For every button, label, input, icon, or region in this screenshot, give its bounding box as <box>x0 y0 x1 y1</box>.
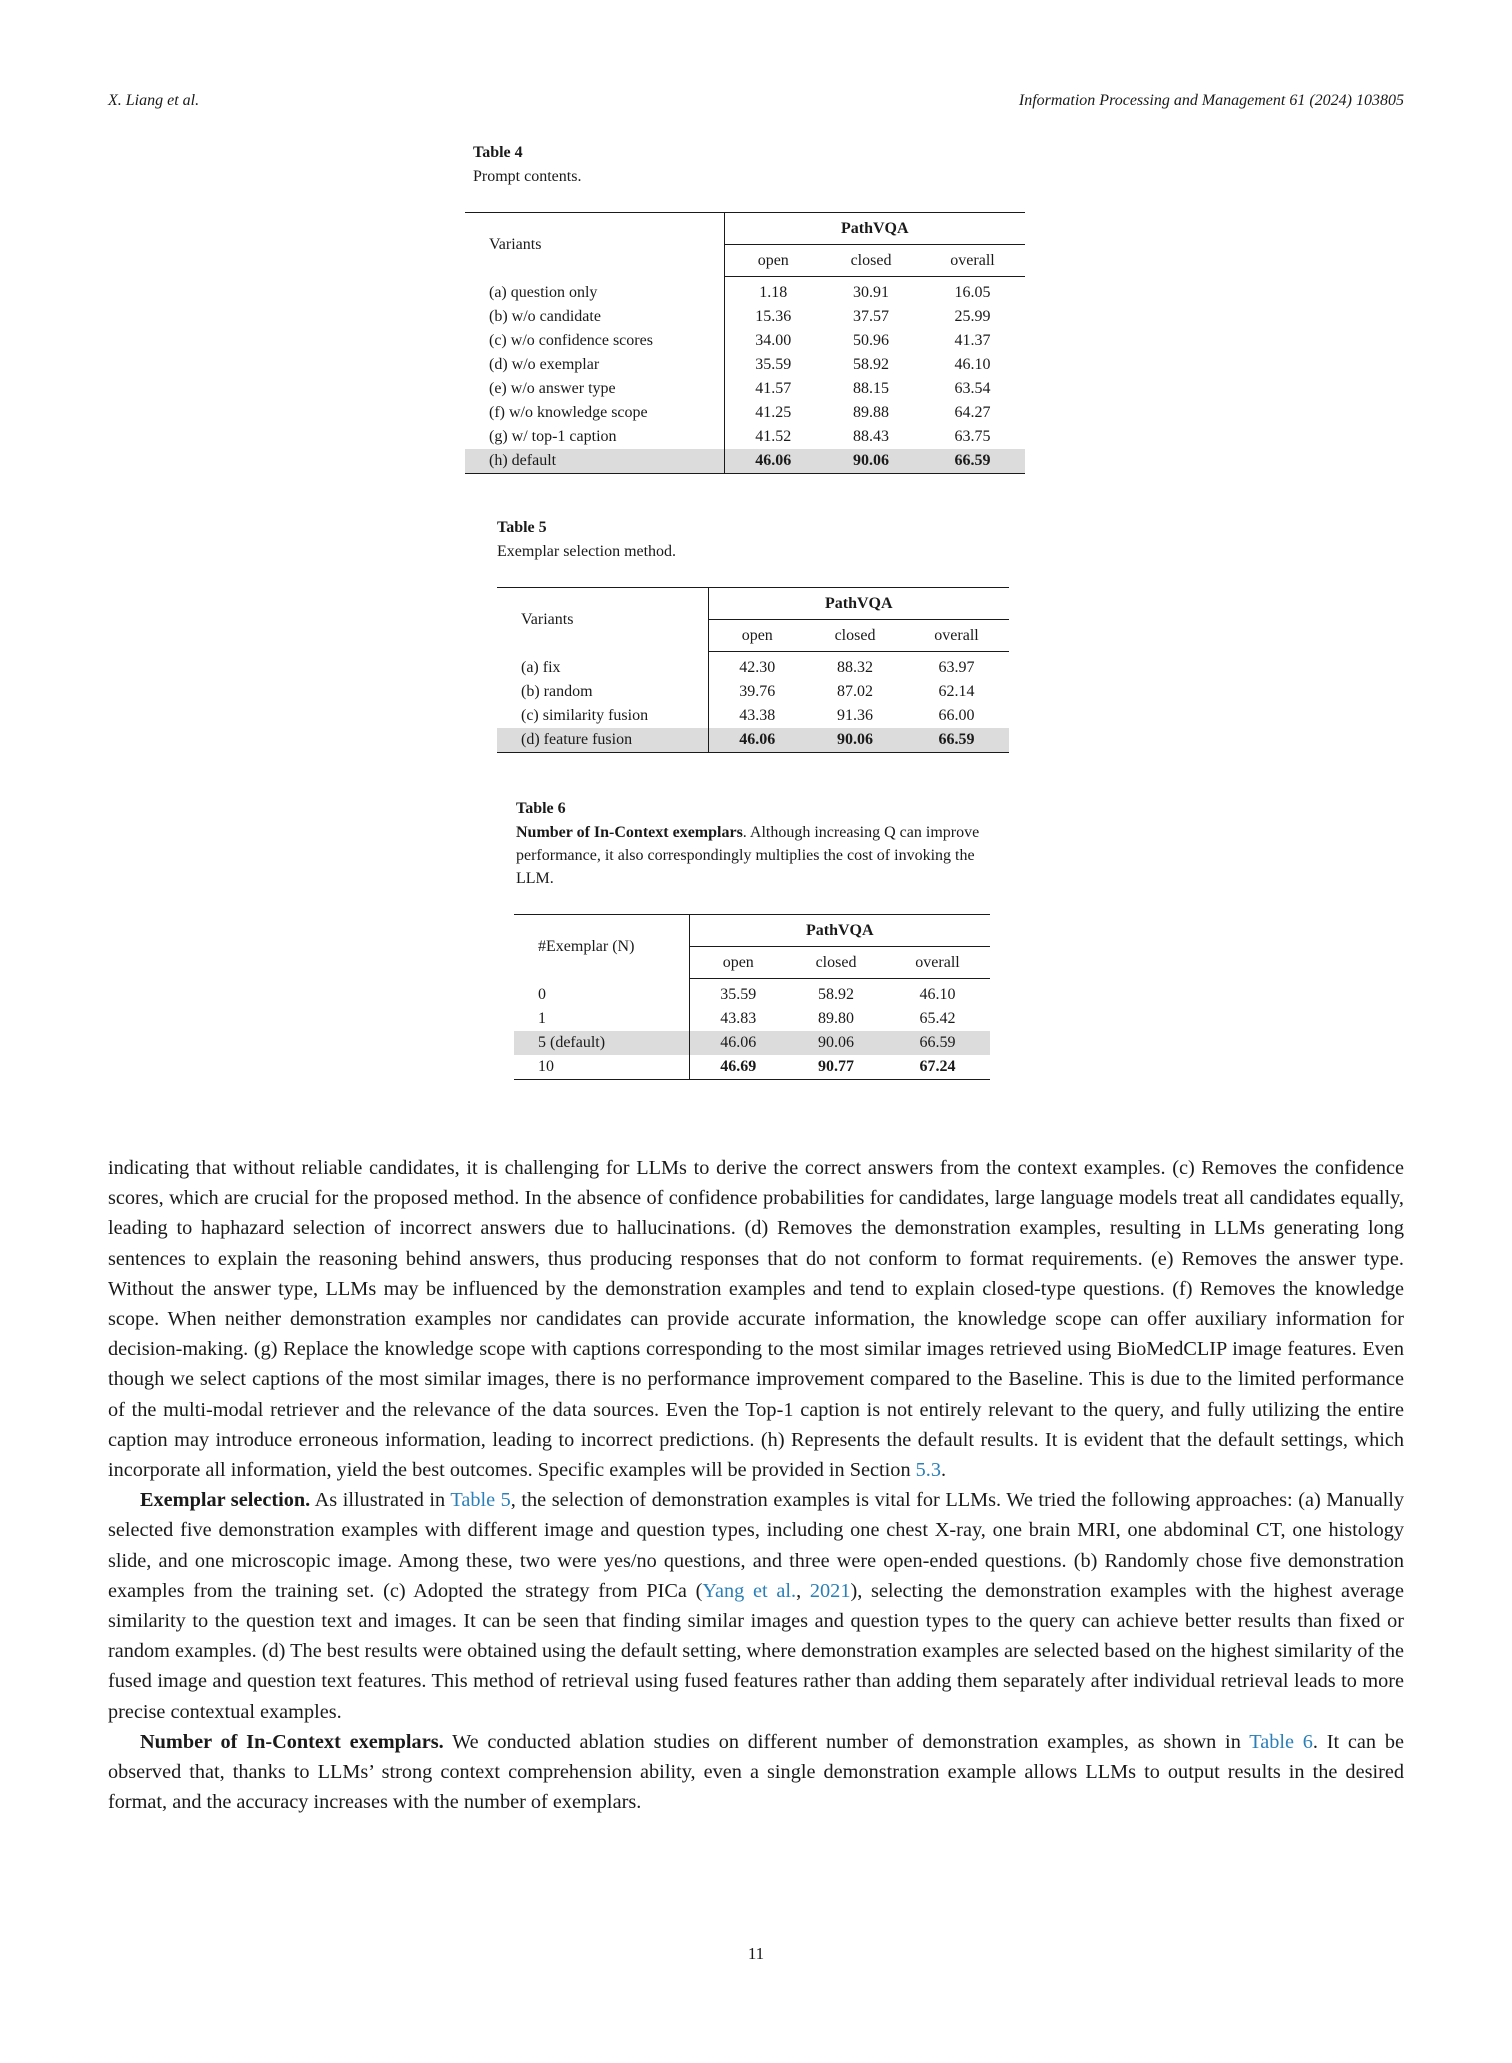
row-label: (a) question only <box>489 283 598 301</box>
cell: 42.30 <box>708 652 806 681</box>
row-label: (h) default <box>465 449 724 474</box>
paragraph-text: We conducted ablation studies on different number of demonstration examples, as shown in <box>443 1730 1250 1753</box>
cell: 37.57 <box>853 308 889 325</box>
cell: 90.06 <box>806 728 904 753</box>
table-row <box>514 1007 990 1031</box>
cell: 65.42 <box>919 1010 956 1027</box>
row-label: (e) w/o answer type <box>489 380 616 397</box>
table6-caption-block <box>516 797 996 890</box>
table5-link[interactable]: Table 5 <box>450 1489 511 1512</box>
cell: 46.69 <box>689 1055 787 1080</box>
table5-caption-block <box>497 516 676 563</box>
table-row <box>514 1055 990 1080</box>
row-label: 0 <box>538 985 546 1003</box>
citation-link[interactable]: Yang et al. <box>702 1579 797 1602</box>
cell: 43.83 <box>689 1007 787 1031</box>
table6 <box>514 914 990 1080</box>
paragraph-text: indicating that without reliable candidates, it is challenging for LLMs to derive the correct answers from the context examples. (c) Removes the confidence scores, which are crucial for the proposed method. In the absence of confidence probabilities for candidates, large language models treat all candidates equally, leading to haphazard selection of incorrect answers due to hallucinations. (d) Removes the demonstration examples, resulting in LLMs generating long sentences to explain the reasoning behind answers, thus producing responses that do not conform to format requirements. (e) Removes the answer type. Without the answer type, LLMs may be influenced by the demonstration examples and tend to explain closed-type questions. (f) Removes the knowledge scope. When neither demonstration examples nor candidates can provide accurate information, the knowledge scope can offer auxiliary information for decision-making. (g) Replace the knowledge scope with captions corresponding to the most similar images retrieved using BioMedCLIP image features. Even though we select captions of the most similar images, there is no performance improvement compared to the Baseline. This is due to the limited performance of the multi-modal retriever and the relevance of the data sources. Even the Top-1 caption is not entirely relevant to the query, and fully utilizing the entire caption may introduce erroneous information, leading to incorrect predictions. (h) Represents the default results. It is evident that the default settings, which incorporate all information, yield the best outcomes. Specific examples will be provided in Section <box>108 1157 1404 1482</box>
table6-link[interactable]: Table 6 <box>1249 1730 1313 1753</box>
row-label: (b) random <box>521 683 593 700</box>
table-row <box>465 401 1025 425</box>
paragraph-text: As illustrated in <box>310 1489 451 1512</box>
row-label: (a) fix <box>521 658 561 676</box>
table-row <box>465 305 1025 329</box>
table4-row-header: Variants <box>465 213 724 277</box>
cell: 66.00 <box>938 707 975 724</box>
cell: 15.36 <box>724 305 822 329</box>
paragraph-text: ), selecting the demonstration examples with the highest average similarity to the question text and images. It can be seen that finding similar images and question types to the query can achieve better results than fixed or random examples. (d) The best results were obtained using the default setting, where demonstration examples are selected based on the highest similarity of the fused image and question text features. This method of retrieval using fused features rather than adding them separately after individual retrieval leads to more precise contextual examples. <box>108 1579 1405 1723</box>
cell: 43.38 <box>708 704 806 728</box>
table-row <box>465 425 1025 449</box>
paragraph-heading: Number of In-Context exemplars. <box>140 1730 444 1753</box>
paragraph-heading: Exemplar selection. <box>140 1489 311 1512</box>
cell: 63.75 <box>954 428 991 445</box>
cell: 35.59 <box>724 353 822 377</box>
body-text <box>108 1153 1404 1817</box>
table-row <box>514 1031 990 1055</box>
table6-caption-bold: Number of In-Context exemplars <box>516 824 743 841</box>
table4-caption: Prompt contents. <box>473 168 582 185</box>
table-row <box>497 652 1009 681</box>
cell: 89.80 <box>818 1010 854 1027</box>
table6-row-header: #Exemplar (N) <box>514 915 689 979</box>
cell: 46.10 <box>919 986 956 1003</box>
row-label: (d) feature fusion <box>497 728 708 753</box>
paragraph-exemplar-selection <box>108 1485 1404 1727</box>
cell: 39.76 <box>708 680 806 704</box>
cell: 25.99 <box>954 308 991 325</box>
table5-label: Table 5 <box>497 519 547 536</box>
row-label: 5 (default) <box>514 1031 689 1055</box>
table6-col-closed: closed <box>787 947 885 979</box>
table-row <box>497 704 1009 728</box>
cell: 90.06 <box>787 1031 885 1055</box>
table-row <box>465 377 1025 401</box>
row-label: 10 <box>514 1055 689 1080</box>
cell: 50.96 <box>853 332 889 349</box>
cell: 16.05 <box>954 284 991 301</box>
cell: 88.15 <box>853 380 889 397</box>
table4-caption-block <box>473 141 581 188</box>
row-label: (b) w/o candidate <box>489 308 601 325</box>
cell: 87.02 <box>837 683 873 700</box>
table5-col-group: PathVQA <box>708 588 1009 620</box>
cell: 46.06 <box>724 449 822 474</box>
paragraph-text: . It can be observed that, thanks to LLMs’ strong context comprehension ability, even a single demonstration example allows LLMs to output results in the desired format, and the accuracy increases with the number of exemplars. <box>108 1730 1404 1814</box>
table4-col-open: open <box>724 245 822 277</box>
cell: 46.10 <box>954 356 991 373</box>
cell: 35.59 <box>689 979 787 1008</box>
paragraph-ablation <box>108 1153 1404 1485</box>
table-row <box>465 449 1025 474</box>
cell: 34.00 <box>724 329 822 353</box>
cell: 88.43 <box>853 428 889 445</box>
table5 <box>497 587 1009 753</box>
citation-year-link[interactable]: 2021 <box>809 1579 851 1602</box>
table6-col-open: open <box>689 947 787 979</box>
table-row <box>465 277 1025 306</box>
row-label: 1 <box>538 1010 546 1027</box>
cell: 88.32 <box>837 659 873 676</box>
table-row <box>514 979 990 1008</box>
page-number: 11 <box>747 1944 765 1963</box>
cell: 90.06 <box>822 449 920 474</box>
table6-col-overall: overall <box>885 947 990 979</box>
paragraph-text: , <box>796 1579 810 1602</box>
section-link[interactable]: 5.3 <box>915 1459 942 1482</box>
row-label: (f) w/o knowledge scope <box>489 404 648 421</box>
cell: 66.59 <box>904 728 1009 753</box>
paragraph-num-exemplars <box>108 1727 1404 1818</box>
table5-col-open: open <box>708 620 806 652</box>
cell: 41.37 <box>954 332 991 349</box>
table-row <box>497 728 1009 753</box>
cell: 58.92 <box>853 356 889 373</box>
table4-col-group: PathVQA <box>724 213 1025 245</box>
cell: 62.14 <box>938 683 975 700</box>
table4-label: Table 4 <box>473 144 523 161</box>
table5-col-closed: closed <box>806 620 904 652</box>
cell: 58.92 <box>818 986 854 1003</box>
running-head-journal: Information Processing and Management 61 (2024) 103805 <box>1018 92 1404 109</box>
row-label: (d) w/o exemplar <box>489 356 600 373</box>
running-head-authors: X. Liang et al. <box>108 92 200 109</box>
cell: 30.91 <box>853 284 889 301</box>
paragraph-text: , the selection of demonstration examples is vital for LLMs. We tried the following approaches: (a) Manually selected five demonstration examples with different image and question types, including one chest X-ray, one brain MRI, one abdominal CT, one histology slide, and one microscopic image. Among these, two were yes/no questions, and three were open-ended questions. (b) Randomly chose five demonstration examples from the training set. (c) Adopted the strategy from PICa ( <box>108 1489 1404 1602</box>
table5-caption: Exemplar selection method. <box>497 543 677 560</box>
table-row <box>465 329 1025 353</box>
cell: 90.77 <box>787 1055 885 1080</box>
cell: 41.25 <box>724 401 822 425</box>
row-label: (g) w/ top-1 caption <box>489 428 617 445</box>
table4-col-overall: overall <box>920 245 1025 277</box>
table6-col-group: PathVQA <box>689 915 990 947</box>
table5-col-overall: overall <box>904 620 1009 652</box>
cell: 46.06 <box>689 1031 787 1055</box>
cell: 1.18 <box>724 277 822 306</box>
table4 <box>465 212 1025 474</box>
table5-row-header: Variants <box>497 588 708 652</box>
cell: 91.36 <box>837 707 873 724</box>
table4-col-closed: closed <box>822 245 920 277</box>
cell: 89.88 <box>853 404 889 421</box>
table-row <box>497 680 1009 704</box>
table6-label: Table 6 <box>516 800 566 817</box>
cell: 67.24 <box>885 1055 990 1080</box>
cell: 41.57 <box>724 377 822 401</box>
table6-caption-rest: . Although increasing Q can improve performance, it also correspondingly multiplies the cost of invoking the LLM. <box>516 824 980 887</box>
row-label: (c) w/o confidence scores <box>489 332 653 349</box>
cell: 66.59 <box>920 449 1025 474</box>
cell: 63.54 <box>954 380 991 397</box>
table-row <box>465 353 1025 377</box>
cell: 66.59 <box>885 1031 990 1055</box>
cell: 41.52 <box>724 425 822 449</box>
row-label: (c) similarity fusion <box>521 707 649 724</box>
table6-caption <box>516 821 996 890</box>
cell: 63.97 <box>938 659 975 676</box>
cell: 46.06 <box>708 728 806 753</box>
cell: 64.27 <box>954 404 991 421</box>
paragraph-text: . <box>941 1459 947 1482</box>
